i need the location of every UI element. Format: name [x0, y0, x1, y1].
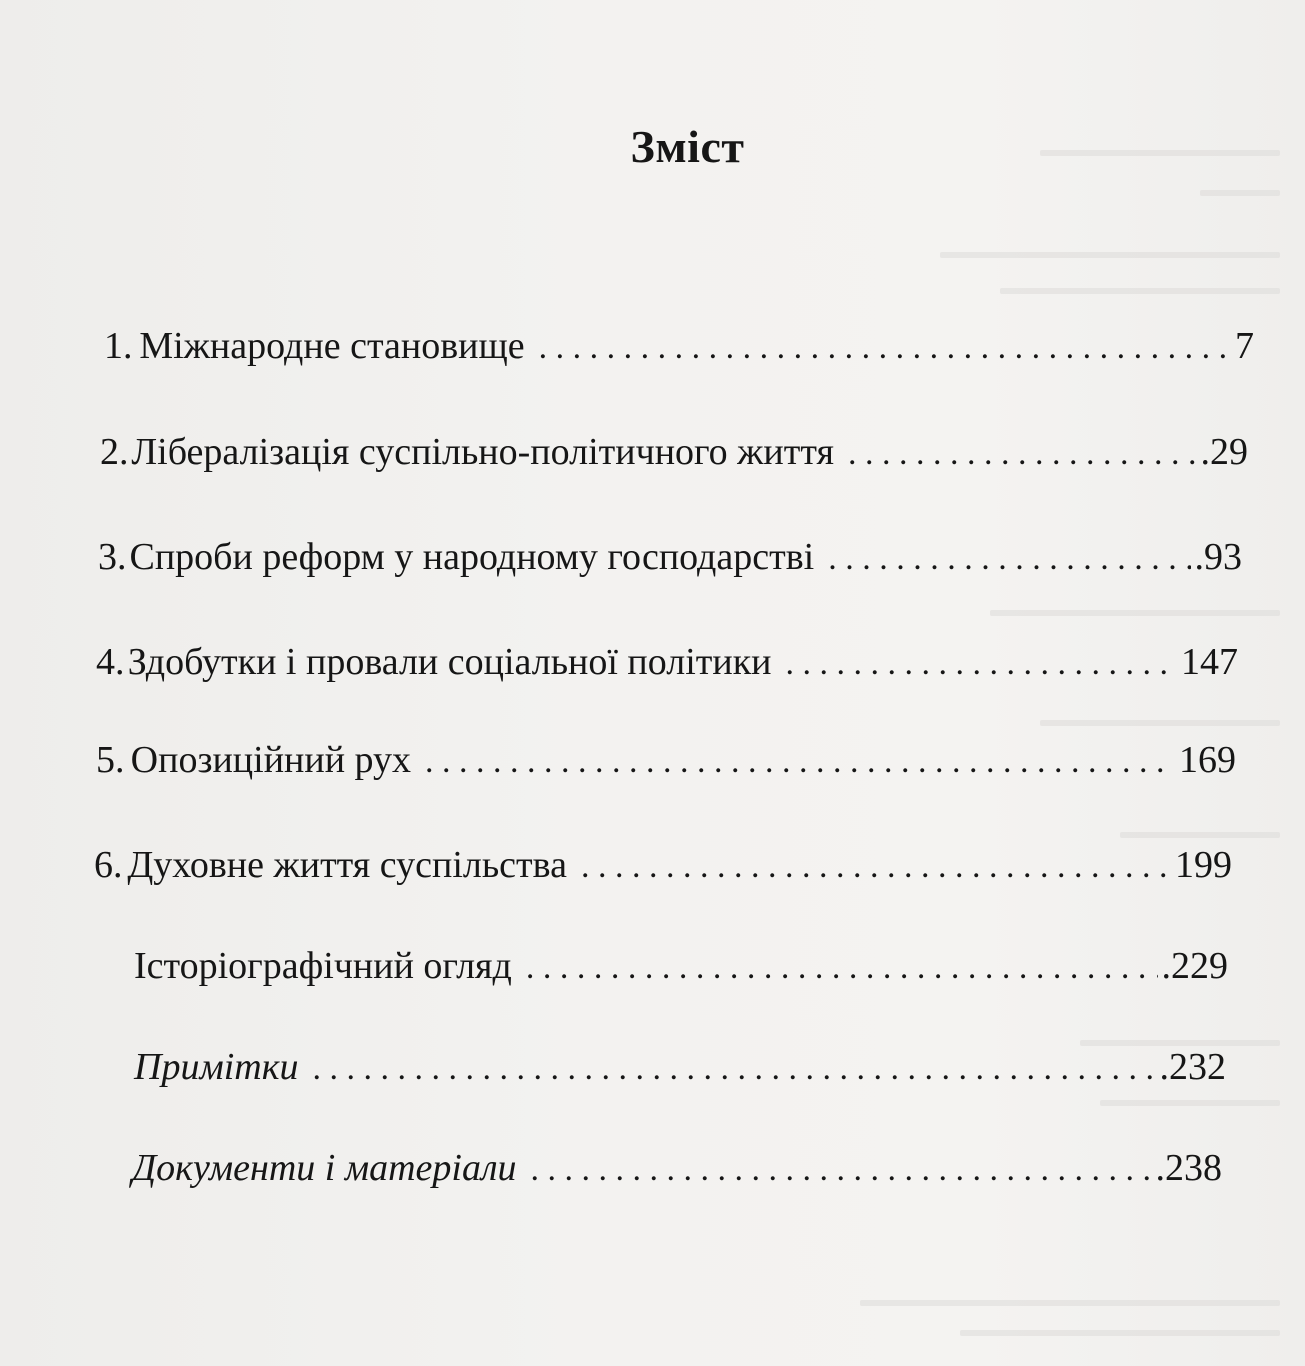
toc-entry: [96, 640, 1238, 686]
dot-leader: [531, 1148, 1152, 1192]
entry-number: 4.: [96, 641, 125, 683]
entry-title: Опозиційний рух: [130, 739, 412, 781]
dot-leader: [425, 740, 1175, 784]
entry-page-number: .238: [1155, 1147, 1222, 1189]
dot-leader: [526, 946, 1158, 990]
toc-entry: [98, 535, 1242, 581]
dot-leader: [539, 326, 1231, 370]
dot-leader: [848, 432, 1197, 476]
entry-title: Духовне життя суспільства: [127, 844, 567, 886]
dot-leader: [786, 642, 1177, 686]
entry-page-number: 147: [1181, 641, 1238, 683]
entry-page-number: .93: [1194, 536, 1242, 578]
entry-page-number: 7: [1235, 325, 1254, 367]
entry-title: Міжнародне становище: [139, 325, 525, 367]
toc-entry: [134, 944, 1228, 990]
toc-entry: [132, 1146, 1222, 1192]
dot-leader: [312, 1047, 1155, 1091]
entry-title: Примітки: [134, 1046, 299, 1088]
entry-page-number: .229: [1161, 945, 1228, 987]
toc-entry: [134, 1045, 1226, 1091]
toc-entry: [100, 430, 1248, 476]
entry-number: 3.: [98, 536, 127, 578]
entry-title: Документи і матеріали: [132, 1147, 517, 1189]
toc-entry: [94, 843, 1232, 889]
toc-entry: [104, 324, 1254, 370]
page-title: Зміст: [630, 121, 745, 172]
entry-title: Здобутки і провали соціальної політики: [127, 641, 772, 683]
entry-number: 1.: [104, 325, 133, 367]
entry-title: Лібералізація суспільно-політичного життя: [131, 431, 834, 473]
entry-number: 5.: [96, 739, 125, 781]
entry-title: Історіографічний огляд: [134, 945, 512, 987]
dot-leader: [828, 537, 1190, 581]
entry-title: Спроби реформ у народному господарстві: [129, 536, 815, 578]
entry-page-number: .232: [1159, 1046, 1226, 1088]
entry-page-number: 169: [1179, 739, 1236, 781]
toc-entry: [96, 738, 1236, 784]
entry-page-number: .29: [1200, 431, 1248, 473]
entry-number: 6.: [94, 844, 123, 886]
dot-leader: [581, 845, 1171, 889]
entry-page-number: 199: [1175, 844, 1232, 886]
entry-number: 2.: [100, 431, 129, 473]
